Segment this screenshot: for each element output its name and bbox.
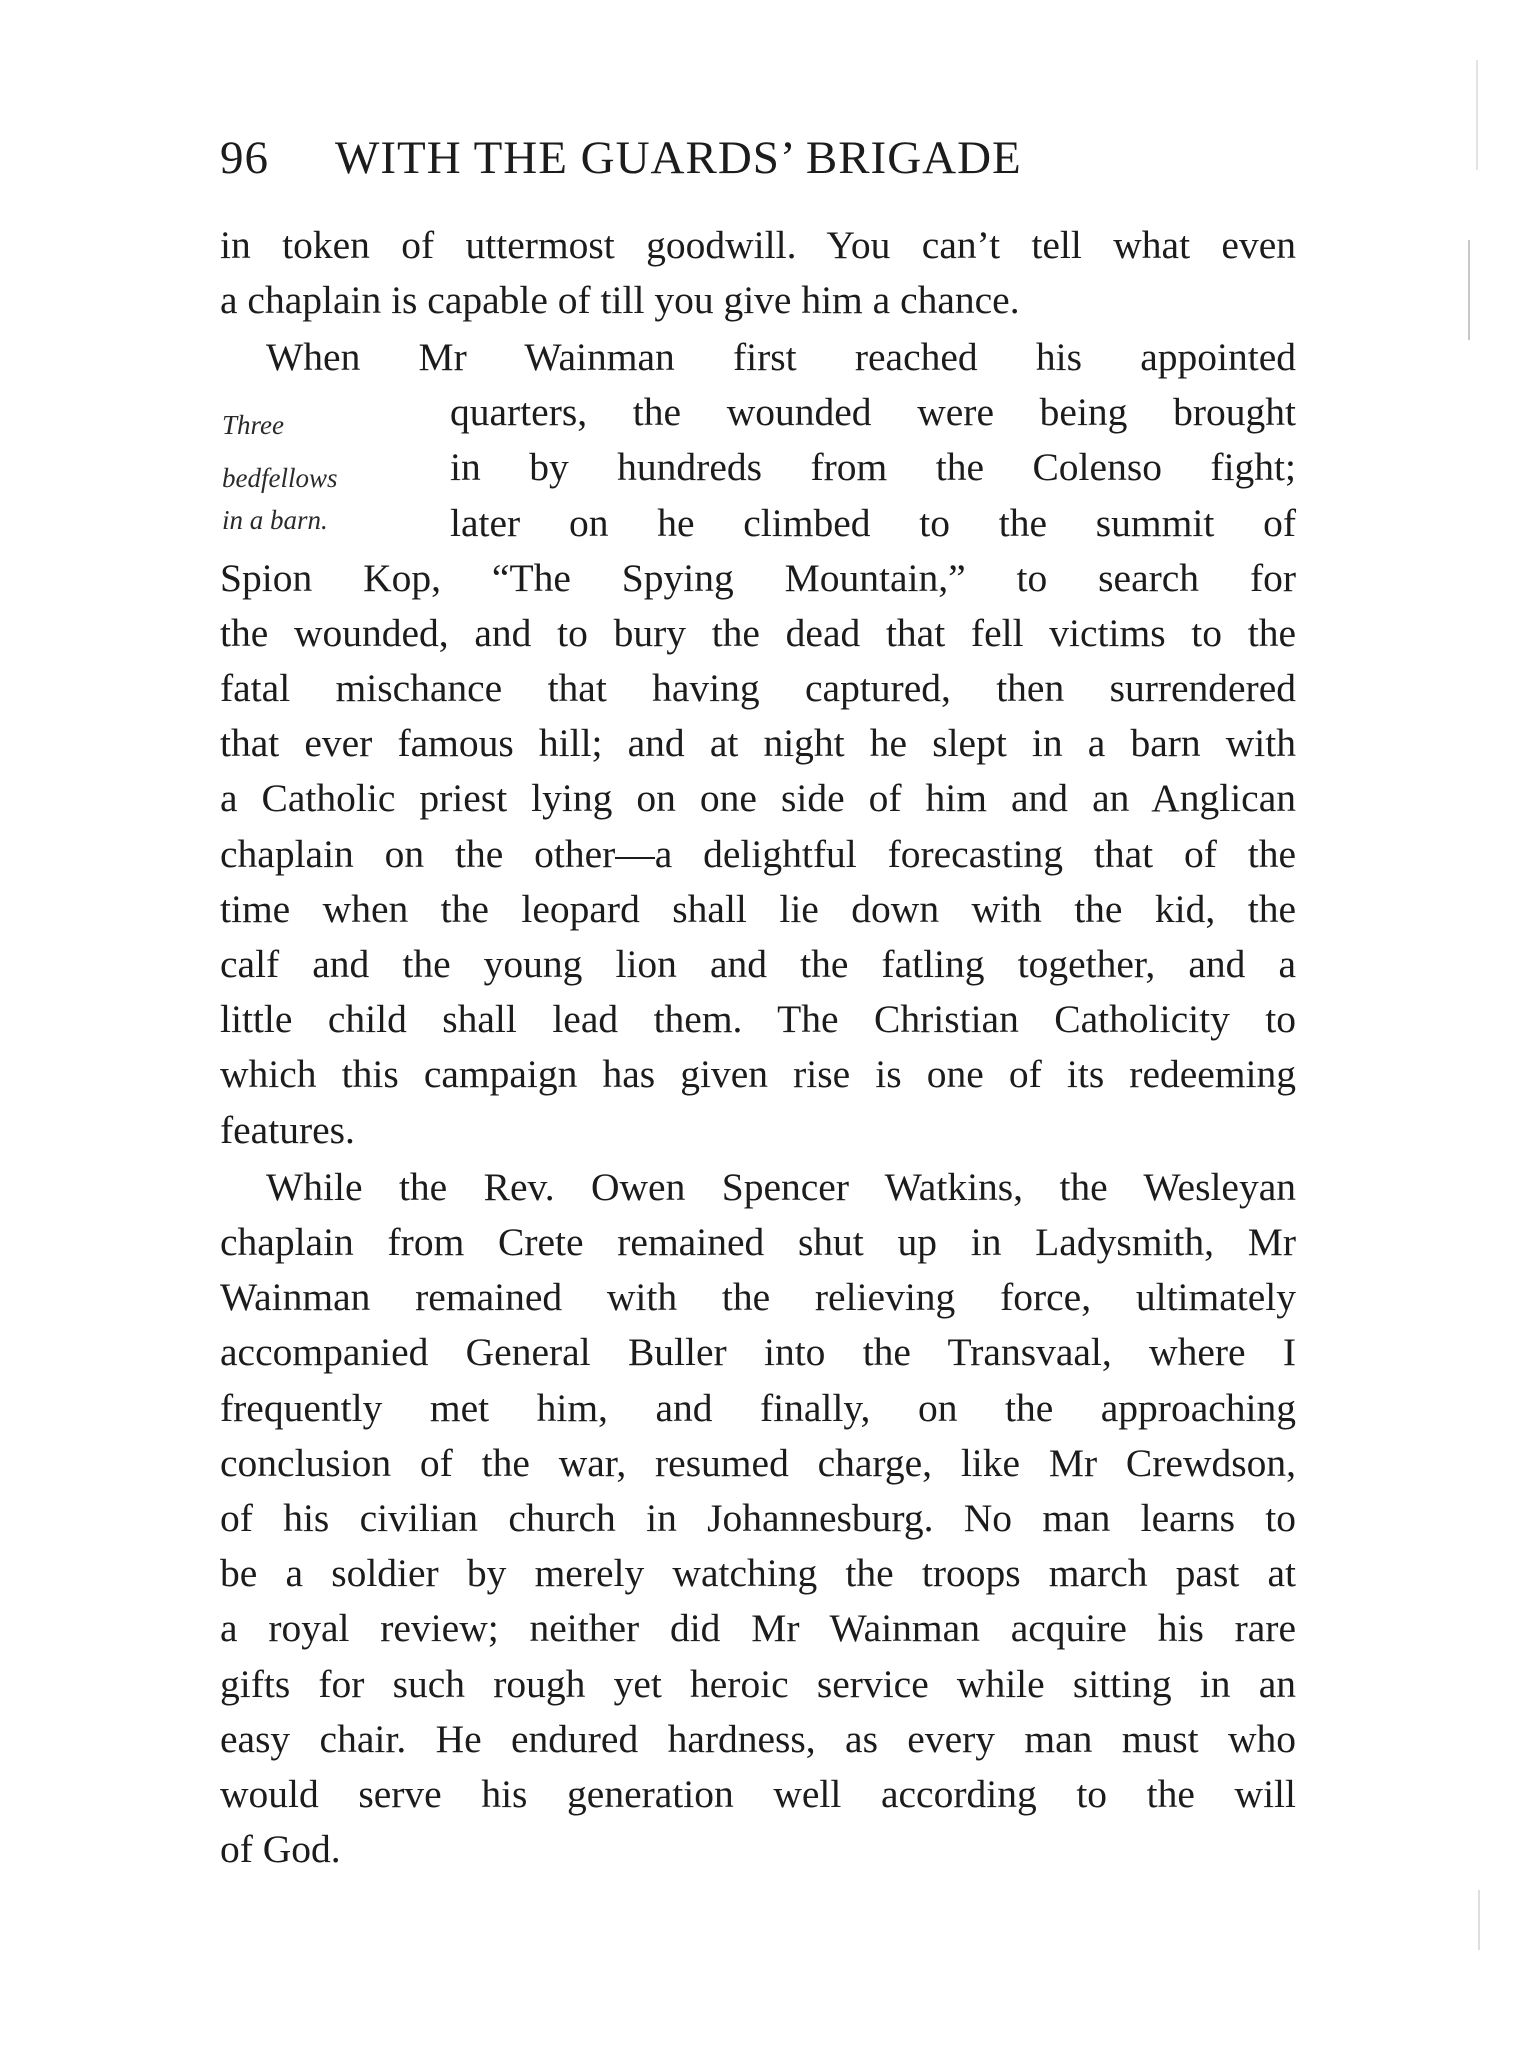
text-line: a chaplain is capable of till you give him a chance. xyxy=(220,278,1020,322)
text-line: conclusion of the war, resumed charge, like Mr Crewdson, xyxy=(220,1441,1296,1485)
text-line: the wounded, and to bury the dead that fell victims to the xyxy=(220,611,1296,655)
text-line: quarters, the wounded were being brought xyxy=(450,390,1296,434)
text-line: little child shall lead them. The Christian Catholicity to xyxy=(220,997,1296,1041)
text-line: While the Rev. Owen Spencer Watkins, the Wesleyan xyxy=(266,1165,1296,1209)
text-line: features. xyxy=(220,1108,355,1152)
text-line: gifts for such rough yet heroic service while sitting in an xyxy=(220,1662,1296,1706)
margin-note-line: Three xyxy=(222,410,284,440)
text-line: Spion Kop, “The Spying Mountain,” to search for xyxy=(220,556,1296,600)
text-line: chaplain on the other—a delightful forecasting that of the xyxy=(220,832,1296,876)
text-line: fatal mischance that having captured, then surrendered xyxy=(220,666,1296,710)
scan-artifact xyxy=(1468,240,1470,340)
text-line: calf and the young lion and the fatling together, and a xyxy=(220,942,1296,986)
text-line: later on he climbed to the summit of xyxy=(450,501,1296,545)
page-header xyxy=(220,128,1300,188)
margin-note-line: in a barn. xyxy=(222,505,328,535)
text-line: in token of uttermost goodwill. You can’t tell what even xyxy=(220,223,1296,267)
text-line: a Catholic priest lying on one side of him and an Anglican xyxy=(220,776,1296,820)
text-line: that ever famous hill; and at night he slept in a barn with xyxy=(220,721,1296,765)
text-line: a royal review; neither did Mr Wainman acquire his rare xyxy=(220,1606,1296,1650)
text-line: would serve his generation well according to the will xyxy=(220,1772,1296,1816)
text-line: of God. xyxy=(220,1827,341,1871)
page-number: 96 xyxy=(220,132,269,184)
text-line: easy chair. He endured hardness, as every man must who xyxy=(220,1717,1296,1761)
text-line: chaplain from Crete remained shut up in Ladysmith, Mr xyxy=(220,1220,1296,1264)
text-line: frequently met him, and finally, on the approaching xyxy=(220,1386,1296,1430)
text-line: Wainman remained with the relieving force, ultimately xyxy=(220,1275,1296,1319)
text-line: of his civilian church in Johannesburg. No man learns to xyxy=(220,1496,1296,1540)
text-line: which this campaign has given rise is one of its redeeming xyxy=(220,1052,1296,1096)
text-line: in by hundreds from the Colenso fight; xyxy=(450,445,1296,489)
text-line: be a soldier by merely watching the troops march past at xyxy=(220,1551,1296,1595)
text-line: time when the leopard shall lie down with the kid, the xyxy=(220,887,1296,931)
text-line: accompanied General Buller into the Transvaal, where I xyxy=(220,1330,1296,1374)
text-line: When Mr Wainman first reached his appointed xyxy=(266,335,1296,379)
scan-artifact xyxy=(1476,60,1478,170)
running-head: WITH THE GUARDS’ BRIGADE xyxy=(335,132,1022,184)
scan-artifact xyxy=(1478,1890,1480,1950)
margin-note-line: bedfellows xyxy=(222,463,338,493)
